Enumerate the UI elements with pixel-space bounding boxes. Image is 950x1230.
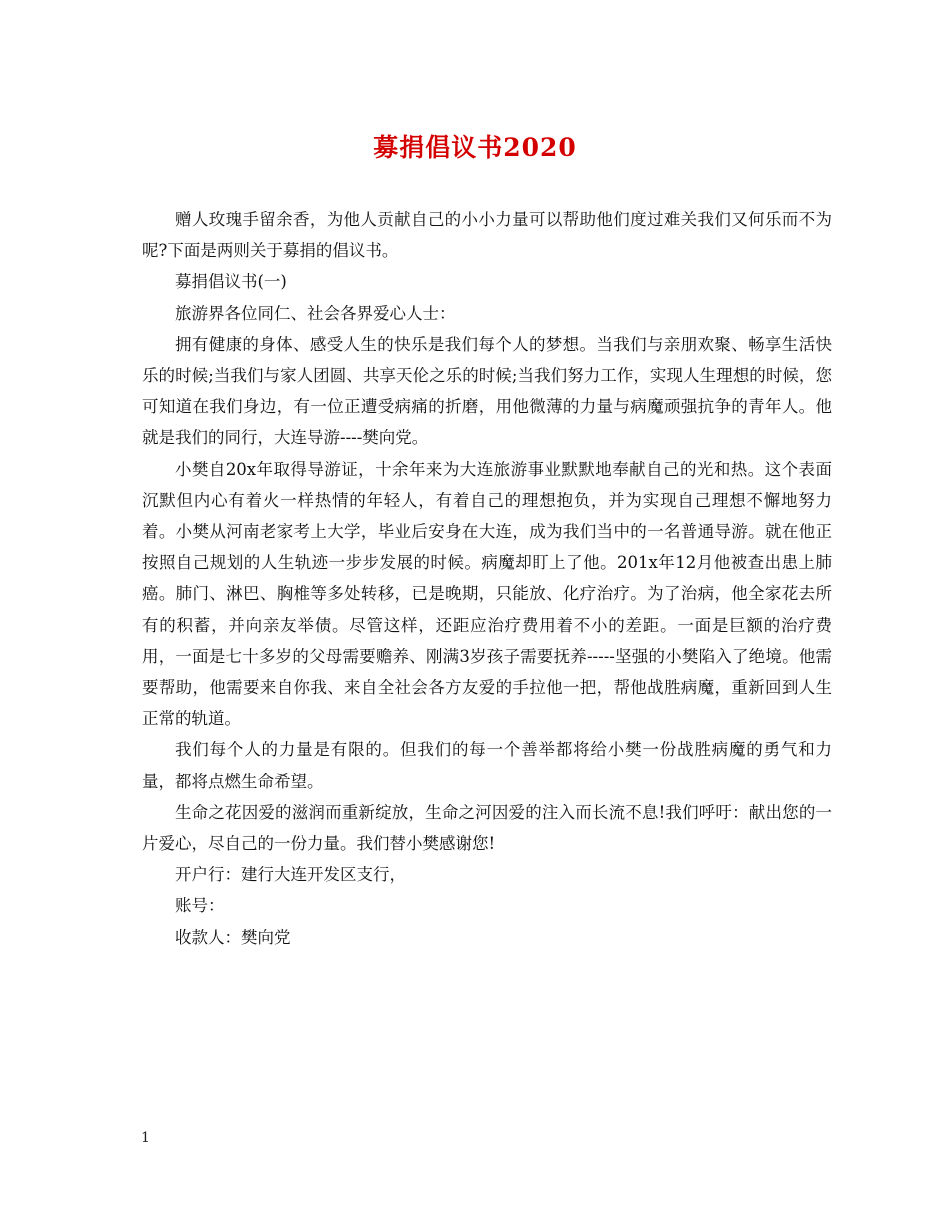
paragraph-dream: 拥有健康的身体、感受人生的快乐是我们每个人的梦想。当我们与亲朋欢聚、畅享生活快乐的时候;当我们与家人团圆、共享天伦之乐的时候;当我们努力工作，实现人生理想的时候，您可知道在我们身边，有一位正遭受病痛的折磨，用他微薄的力量与病魔顽强抗争的青年人。他就是我们的同行，大连导游----樊向党。 — [142, 334, 832, 448]
paragraph-salutation: 旅游界各位同仁、社会各界爱心人士： — [175, 303, 456, 323]
paragraph-heading-one: 募捐倡议书(一) — [175, 272, 287, 292]
page-number: 1 — [141, 1130, 150, 1146]
paragraph-bank: 开户行：建行大连开发区支行， — [175, 865, 406, 885]
document-title: 募捐倡议书2020 — [373, 133, 577, 162]
paragraph-payee: 收款人：樊向党 — [175, 927, 291, 947]
paragraph-intro: 赠人玫瑰手留余香，为他人贡献自己的小小力量可以帮助他们度过难关我们又何乐而不为呢?下面是两则关于募捐的倡议书。 — [142, 210, 832, 261]
document-body — [142, 204, 832, 953]
paragraph-appeal: 我们每个人的力量是有限的。但我们的每一个善举都将给小樊一份战胜病魔的勇气和力量，都将点燃生命希望。 — [142, 740, 832, 791]
paragraph-call: 生命之花因爱的滋润而重新绽放，生命之河因爱的注入而长流不息!我们呼吁：献出您的一片爱心，尽自己的一份力量。我们替小樊感谢您! — [142, 802, 832, 854]
paragraph-account: 账号： — [175, 896, 225, 916]
paragraph-story: 小樊自20x年取得导游证，十余年来为大连旅游事业默默地奉献自己的光和热。这个表面沉默但内心有着火一样热情的年轻人，有着自己的理想抱负，并为实现自己理想不懈地努力着。小樊从河南老家考上大学，毕业后安身在大连，成为我们当中的一名普通导游。就在他正按照自己规划的人生轨迹一步步发展的时候。病魔却盯上了他。201x年12月他被查出患上肺癌。肺门、淋巴、胸椎等多处转移，已是晚期，只能放、化疗治疗。为了治病，他全家花去所有的积蓄，并向亲友举债。尽管这样，还距应治疗费用着不小的差距。一面是巨额的治疗费用，一面是七十多岁的父母需要赡养、刚满3岁孩子需要抚养-----坚强的小樊陷入了绝境。他需要帮助，他需要来自你我、来自全社会各方友爱的手拉他一把，帮他战胜病魔，重新回到人生正常的轨道。 — [142, 459, 832, 729]
